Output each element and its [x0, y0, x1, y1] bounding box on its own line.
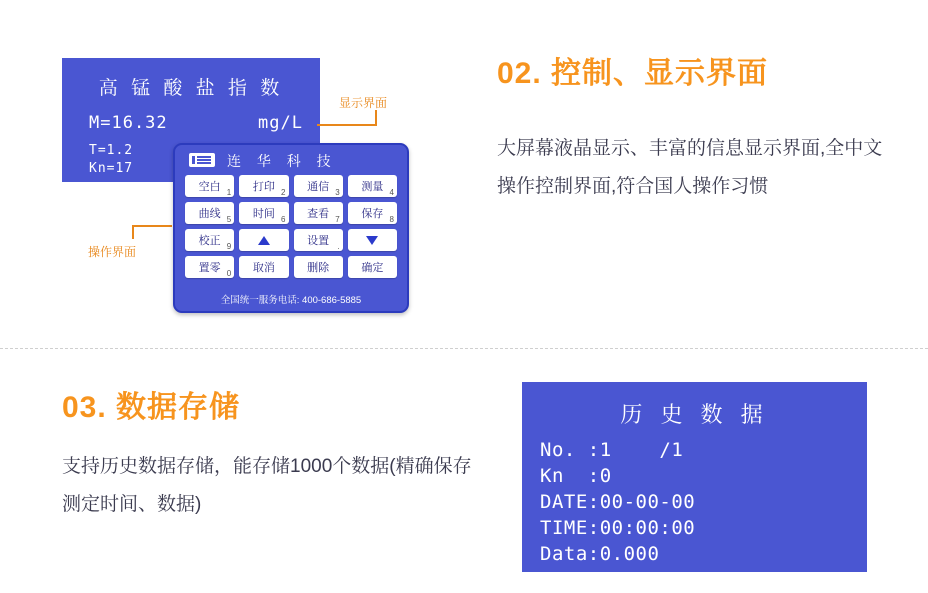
- keypad-header: [175, 151, 407, 171]
- key-arrow-down[interactable]: [348, 229, 397, 251]
- callout-display-line-v: [375, 110, 377, 125]
- section2-body-text: 支持历史数据存储，能存储1000个数据(精确保存测定时间、数据): [62, 456, 472, 515]
- key-confirm[interactable]: [348, 256, 397, 278]
- key-number: 7: [335, 215, 340, 224]
- key-label: 查看: [307, 208, 330, 220]
- callout-operation-line-h: [132, 225, 172, 227]
- key-number: 9: [226, 242, 232, 251]
- key-number: 6: [281, 215, 286, 224]
- key-label: 删除: [307, 262, 330, 274]
- key-cancel[interactable]: [239, 256, 288, 278]
- key-communication[interactable]: [294, 175, 343, 197]
- keypad-key-grid: [185, 175, 397, 278]
- key-number: 3: [335, 188, 340, 197]
- key-blank[interactable]: [185, 175, 234, 197]
- lcd-measure-unit: mg/L: [258, 113, 303, 133]
- key-delete[interactable]: [294, 256, 343, 278]
- history-row-kn: Kn :0: [540, 465, 612, 487]
- key-number: 1: [226, 188, 232, 197]
- lcd-measure-value: M=16.32: [89, 113, 168, 133]
- key-number: 4: [389, 188, 394, 197]
- key-label: 时间: [252, 208, 275, 220]
- key-label: 确定: [361, 262, 384, 274]
- key-number: 2: [281, 188, 286, 197]
- section1-heading: 02. 控制、显示界面: [497, 57, 769, 90]
- history-row-no: No. :1 /1: [540, 439, 684, 461]
- key-print[interactable]: [239, 175, 288, 197]
- key-view[interactable]: [294, 202, 343, 224]
- key-calibrate[interactable]: [185, 229, 234, 251]
- callout-display-label: 显示界面: [339, 96, 388, 110]
- key-label: 空白: [198, 181, 221, 193]
- lcd-temperature: T=1.2: [89, 143, 134, 158]
- key-time[interactable]: [239, 202, 288, 224]
- arrow-down-icon: [366, 236, 378, 245]
- history-panel-title: 历 史 数 据: [620, 402, 769, 427]
- section2-heading: 03. 数据存储: [62, 391, 241, 424]
- key-arrow-up[interactable]: [239, 229, 288, 251]
- key-zero[interactable]: [185, 256, 234, 278]
- key-number: 8: [389, 215, 394, 224]
- arrow-up-icon: [258, 236, 270, 245]
- callout-operation-line-v: [132, 225, 134, 239]
- history-row-date: DATE:00-00-00: [540, 491, 696, 513]
- lcd-kn-value: Kn=17: [89, 161, 134, 176]
- key-number: .: [337, 242, 340, 251]
- history-row-data: Data:0.000: [540, 543, 660, 565]
- history-record-list: [540, 437, 695, 567]
- key-label: 曲线: [198, 208, 221, 220]
- history-data-panel: [522, 382, 867, 572]
- key-number: 0: [226, 269, 232, 278]
- keypad-service-phone: 全国统一服务电话: 400-686-5885: [220, 295, 362, 306]
- history-row-time: TIME:00:00:00: [540, 517, 696, 539]
- lcd-title: 高 锰 酸 盐 指 数: [98, 78, 284, 99]
- key-settings[interactable]: [294, 229, 343, 251]
- keypad-panel: [173, 143, 409, 313]
- key-save[interactable]: [348, 202, 397, 224]
- section1-body-text: 大屏幕液晶显示、丰富的信息显示界面,全中文操作控制界面,符合国人操作习惯: [497, 138, 883, 197]
- callout-operation-label: 操作界面: [88, 245, 137, 259]
- key-label: 置零: [198, 262, 221, 274]
- lianhua-logo-icon: [189, 153, 215, 167]
- key-label: 打印: [252, 181, 275, 193]
- key-measure[interactable]: [348, 175, 397, 197]
- key-curve[interactable]: [185, 202, 234, 224]
- keypad-brand-label: 连 华 科 技: [227, 153, 337, 169]
- key-label: 设置: [307, 235, 330, 247]
- key-label: 取消: [252, 262, 275, 274]
- key-label: 通信: [307, 181, 330, 193]
- key-label: 保存: [361, 208, 384, 220]
- callout-display-line-h: [317, 124, 377, 126]
- key-label: 校正: [198, 235, 221, 247]
- section-divider: [0, 348, 928, 350]
- key-label: 测量: [361, 181, 384, 193]
- key-number: 5: [226, 215, 232, 224]
